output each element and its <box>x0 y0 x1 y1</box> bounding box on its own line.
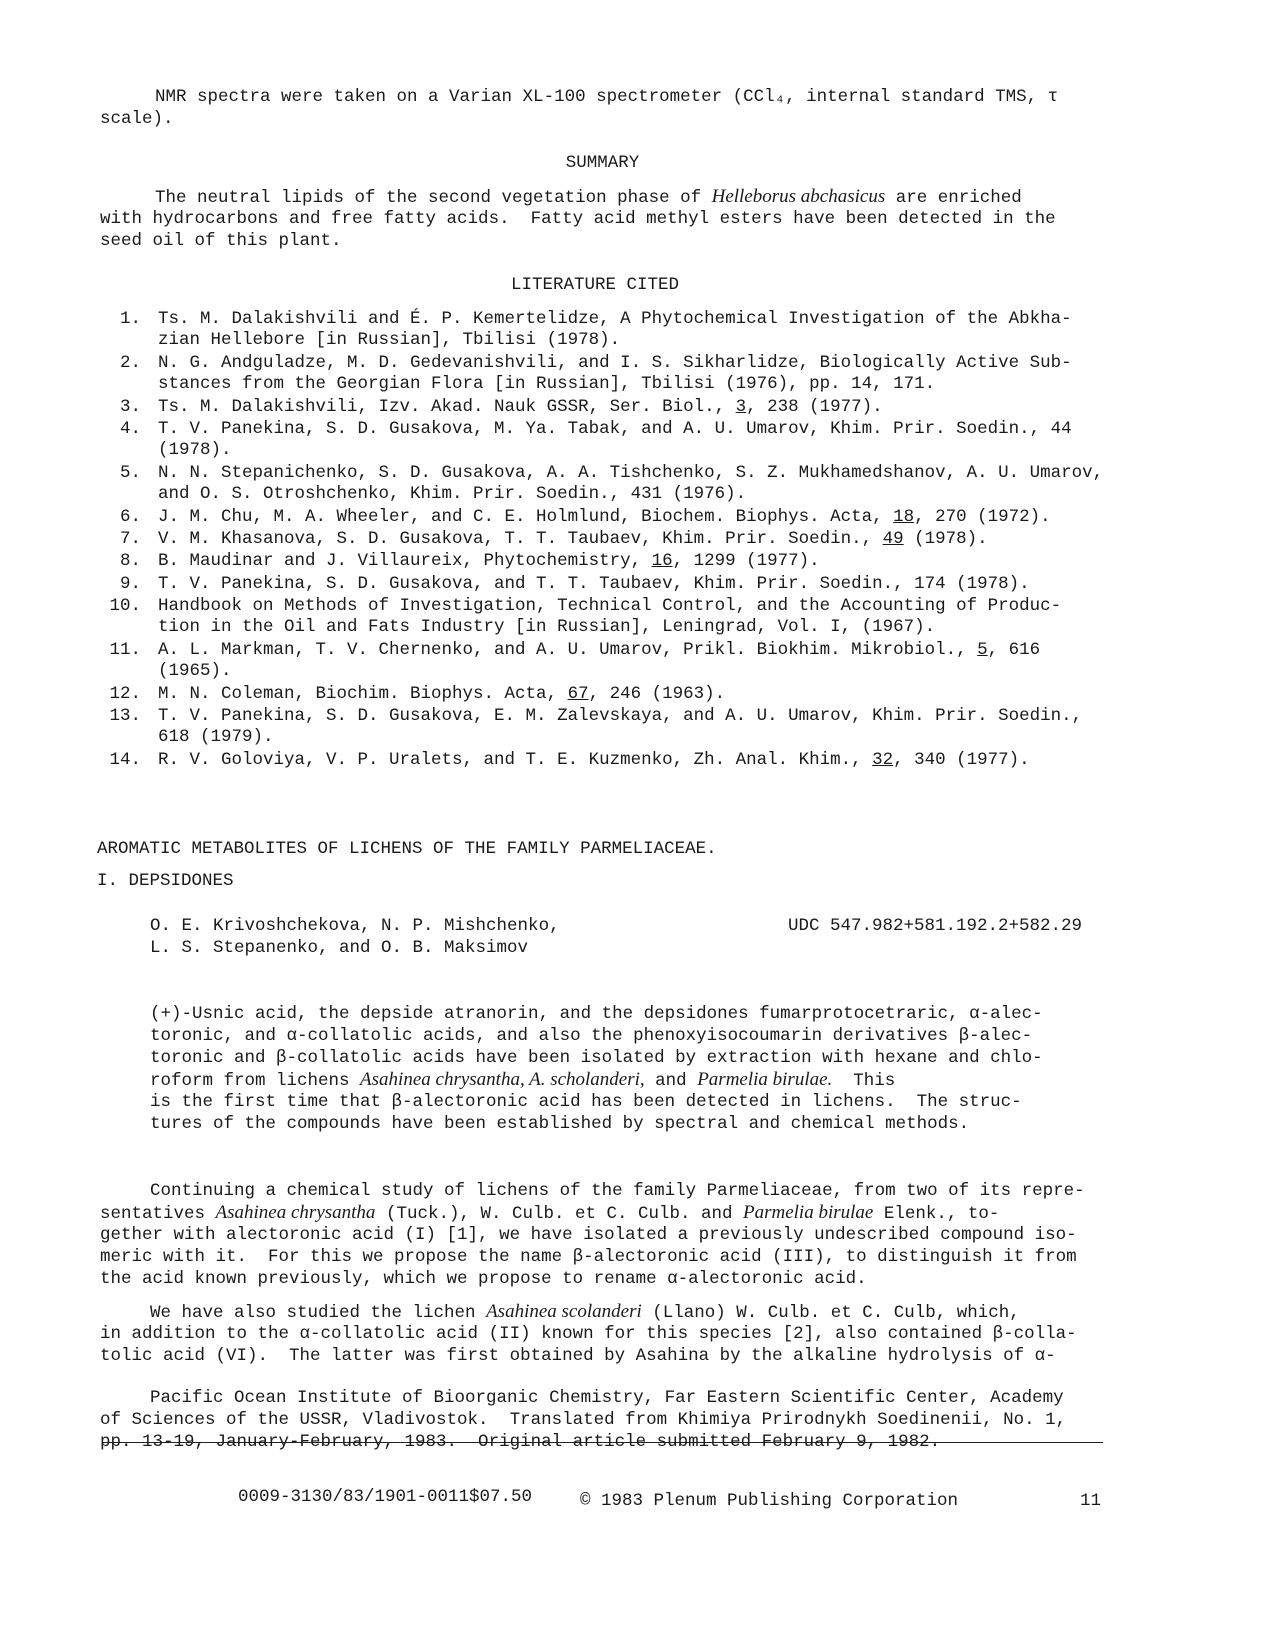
species-name: Helleborus abchasicus <box>711 186 886 207</box>
copyright-notice: © 1983 Plenum Publishing Corporation <box>580 1491 959 1511</box>
literature-heading: LITERATURE CITED <box>510 275 680 295</box>
nmr-note-line-2: scale). <box>100 109 174 129</box>
summary-line-2: with hydrocarbons and free fatty acids. Fatty acid methyl esters have been detected in the <box>100 209 1056 229</box>
udc-code: UDC 547.982+581.192.2+582.29 <box>788 916 1083 936</box>
authors-line-2: L. S. Stepanenko, and O. B. Maksimov <box>150 938 529 958</box>
summary-heading: SUMMARY <box>565 153 640 173</box>
article-subtitle: I. DEPSIDONES <box>97 871 234 891</box>
publication-code: 0009-3130/83/1901-0011$07.50 <box>238 1487 533 1507</box>
article-title: AROMATIC METABOLITES OF LICHENS OF THE FAMILY PARMELIACEAE. <box>97 839 717 859</box>
page-number: 11 <box>1080 1491 1102 1511</box>
authors-line-1: O. E. Krivoshchekova, N. P. Mishchenko, <box>150 916 560 936</box>
summary-line-1: The neutral lipids of the second vegetation phase of Helleborus abchasicus are enriched <box>155 186 1022 208</box>
nmr-note-line-1: NMR spectra were taken on a Varian XL-100 spectrometer (CCl₄, internal standard TMS, τ <box>155 87 1059 107</box>
summary-line-3: seed oil of this plant. <box>100 231 342 251</box>
